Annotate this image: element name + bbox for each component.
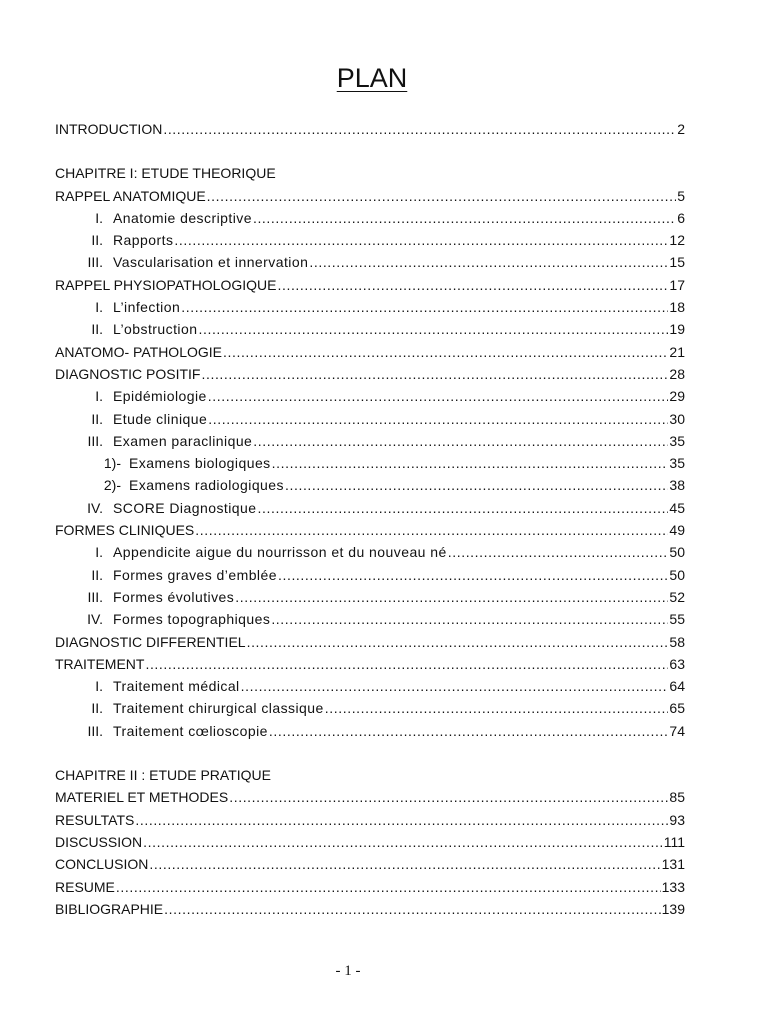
toc-entry-resultats[interactable] xyxy=(55,809,685,831)
leader-dots xyxy=(448,541,669,563)
toc-page-number: 28 xyxy=(669,365,685,382)
toc-entry-etude-clinique[interactable] xyxy=(55,408,685,430)
toc-entry-traitement-chirurgical[interactable] xyxy=(55,697,685,719)
toc-entry-examens-radiologiques[interactable] xyxy=(55,474,685,496)
toc-label: TRAITEMENT xyxy=(55,655,145,672)
toc-label: DIAGNOSTIC POSITIF xyxy=(55,365,201,382)
toc-page-number: 19 xyxy=(669,321,685,338)
toc-numeral: I. xyxy=(95,299,103,316)
toc-numeral: I. xyxy=(95,388,103,405)
page-title xyxy=(0,60,744,96)
toc-page-number: 35 xyxy=(669,432,685,449)
toc-label: RAPPEL ANATOMIQUE xyxy=(55,187,206,204)
toc-entry-resume[interactable] xyxy=(55,876,685,898)
toc-entry-anatomo-pathologie[interactable] xyxy=(55,341,685,363)
leader-dots xyxy=(208,385,669,407)
toc-page-number: 50 xyxy=(669,566,685,583)
toc-label: RESUME xyxy=(55,878,115,895)
toc-page-number: 93 xyxy=(669,811,685,828)
toc-chapter-heading xyxy=(55,162,685,184)
toc-page-number: 30 xyxy=(669,410,685,427)
toc-page-number: 64 xyxy=(669,678,685,695)
toc-label: SCORE Diagnostique xyxy=(113,499,257,516)
leader-dots xyxy=(223,341,668,363)
toc-entry-formes-topographiques[interactable] xyxy=(55,608,685,630)
toc-page-number: 65 xyxy=(669,700,685,717)
leader-dots xyxy=(285,474,668,496)
toc-entry-appendicite-nourrisson[interactable] xyxy=(55,541,685,563)
toc-entry-traitement-medical[interactable] xyxy=(55,675,685,697)
toc-page-number: 58 xyxy=(669,633,685,650)
toc-page-number: 35 xyxy=(669,455,685,472)
toc-entry-traitement[interactable] xyxy=(55,653,685,675)
toc-page-number: 29 xyxy=(669,388,685,405)
toc-label: DISCUSSION xyxy=(55,833,143,850)
toc-label: Examens biologiques xyxy=(129,455,271,472)
toc-label: FORMES CLINIQUES xyxy=(55,522,195,539)
leader-dots xyxy=(116,876,661,898)
toc-label: Rapports xyxy=(113,232,174,249)
toc-entry-epidemiologie[interactable] xyxy=(55,385,685,407)
toc-page-number: 18 xyxy=(669,299,685,316)
toc-entry-formes-graves[interactable] xyxy=(55,564,685,586)
toc-page-number: 63 xyxy=(669,655,685,672)
toc-page-number: 55 xyxy=(669,611,685,628)
toc-entry-introduction[interactable] xyxy=(55,118,685,140)
toc-label: Appendicite aigue du nourrisson et du nouveau né xyxy=(113,544,447,561)
toc-label: Anatomie descriptive xyxy=(113,209,252,226)
leader-dots xyxy=(181,296,668,318)
leader-dots xyxy=(143,831,663,853)
toc-numeral: IV. xyxy=(87,499,103,516)
toc-page-number: 139 xyxy=(661,900,685,917)
leader-dots xyxy=(201,363,668,385)
toc-numeral: I. xyxy=(95,678,103,695)
toc-label: CHAPITRE I: ETUDE THEORIQUE xyxy=(55,165,276,182)
toc-page-number: 45 xyxy=(669,499,685,516)
toc-entry-examen-paraclinique[interactable] xyxy=(55,430,685,452)
toc-entry-examens-biologiques[interactable] xyxy=(55,452,685,474)
leader-dots xyxy=(145,653,668,675)
toc-page-number: 6 xyxy=(677,209,685,226)
toc-numeral: I. xyxy=(95,209,103,226)
toc-label: L’infection xyxy=(113,299,181,316)
toc-label: L’obstruction xyxy=(113,321,198,338)
toc-label: BIBLIOGRAPHIE xyxy=(55,900,164,917)
leader-dots xyxy=(277,274,668,296)
toc-numeral: II. xyxy=(91,232,103,249)
toc-chapter-heading xyxy=(55,764,685,786)
leader-dots xyxy=(229,786,668,808)
leader-dots xyxy=(174,229,668,251)
toc-entry-traitement-coelioscopie[interactable] xyxy=(55,720,685,742)
toc-numeral: II. xyxy=(91,410,103,427)
toc-page-number: 2 xyxy=(677,121,685,137)
page-number-footer: - 1 - xyxy=(335,963,361,979)
toc-page-number: 50 xyxy=(669,544,685,561)
toc-entry-materiel-methodes[interactable] xyxy=(55,786,685,808)
leader-dots xyxy=(325,697,669,719)
leader-dots xyxy=(247,631,669,653)
toc-label: Formes topographiques xyxy=(113,611,271,628)
toc-entry-rapports[interactable] xyxy=(55,229,685,251)
leader-dots xyxy=(135,809,668,831)
toc-entry-discussion[interactable] xyxy=(55,831,685,853)
toc-entry-obstruction[interactable] xyxy=(55,318,685,340)
leader-dots xyxy=(253,207,676,229)
leader-dots xyxy=(278,564,668,586)
toc-entry-anatomie-descriptive[interactable] xyxy=(55,207,685,229)
toc-entry-diagnostic-differentiel[interactable] xyxy=(55,631,685,653)
leader-dots xyxy=(269,720,669,742)
leader-dots xyxy=(241,675,669,697)
toc-page-number: 52 xyxy=(669,588,685,605)
toc-entry-score-diagnostique[interactable] xyxy=(55,497,685,519)
toc-label: Vascularisation et innervation xyxy=(113,254,309,271)
toc-page-number: 5 xyxy=(677,187,685,204)
toc-numeral: III. xyxy=(87,254,103,271)
toc-label: Traitement médical xyxy=(113,678,240,695)
toc-entry-conclusion[interactable] xyxy=(55,853,685,875)
toc-page-number: 17 xyxy=(669,276,685,293)
table-of-contents xyxy=(55,118,685,920)
toc-label: RAPPEL PHYSIOPATHOLOGIQUE xyxy=(55,276,277,293)
toc-label: Traitement cœlioscopie xyxy=(113,722,268,739)
toc-entry-diagnostic-positif[interactable] xyxy=(55,363,685,385)
toc-entry-formes-evolutives[interactable] xyxy=(55,586,685,608)
toc-numeral: II. xyxy=(91,566,103,583)
toc-entry-infection[interactable] xyxy=(55,296,685,318)
toc-entry-vascularisation[interactable] xyxy=(55,251,685,273)
toc-page-number: 133 xyxy=(661,878,685,895)
leader-dots xyxy=(164,898,660,920)
leader-dots xyxy=(272,452,669,474)
toc-numeral: III. xyxy=(87,722,103,739)
leader-dots xyxy=(258,497,669,519)
toc-numeral: III. xyxy=(87,432,103,449)
toc-label: Examens radiologiques xyxy=(129,477,284,494)
toc-page-number: 74 xyxy=(669,722,685,739)
toc-entry-bibliographie[interactable] xyxy=(55,898,685,920)
leader-dots xyxy=(207,185,677,207)
toc-numeral: II. xyxy=(91,700,103,717)
leader-dots xyxy=(198,318,668,340)
toc-label: INTRODUCTION xyxy=(55,121,163,137)
toc-entry-rappel-physiopathologique[interactable] xyxy=(55,274,685,296)
leader-dots xyxy=(208,408,668,430)
toc-page-number: 111 xyxy=(663,833,685,850)
toc-page-number: 38 xyxy=(669,477,685,494)
leader-dots xyxy=(309,251,668,273)
leader-dots xyxy=(271,608,668,630)
toc-label: Etude clinique xyxy=(113,410,208,427)
toc-numeral: I. xyxy=(95,544,103,561)
toc-page-number: 131 xyxy=(661,856,685,873)
toc-label: MATERIEL ET METHODES xyxy=(55,789,229,806)
toc-label: ANATOMO- PATHOLOGIE xyxy=(55,343,222,360)
leader-dots xyxy=(149,853,660,875)
toc-label: CHAPITRE II : ETUDE PRATIQUE xyxy=(55,767,271,784)
toc-numeral: III. xyxy=(87,588,103,605)
toc-label: Traitement chirurgical classique xyxy=(113,700,324,717)
leader-dots xyxy=(195,519,668,541)
page-title-text: PLAN xyxy=(336,63,408,93)
toc-numeral: 1)- xyxy=(103,455,121,472)
toc-label: RESULTATS xyxy=(55,811,135,828)
leader-dots xyxy=(163,118,676,140)
toc-entry-rappel-anatomique[interactable] xyxy=(55,185,685,207)
toc-numeral: 2)- xyxy=(103,477,121,494)
toc-page-number: 49 xyxy=(669,522,685,539)
toc-label: DIAGNOSTIC DIFFERENTIEL xyxy=(55,633,246,650)
toc-label: Formes graves d’emblée xyxy=(113,566,277,583)
toc-page-number: 85 xyxy=(669,789,685,806)
toc-numeral: II. xyxy=(91,321,103,338)
leader-dots xyxy=(253,430,668,452)
toc-entry-formes-cliniques[interactable] xyxy=(55,519,685,541)
toc-page-number: 12 xyxy=(669,232,685,249)
leader-dots xyxy=(235,586,668,608)
toc-label: CONCLUSION xyxy=(55,856,149,873)
toc-label: Formes évolutives xyxy=(113,588,235,605)
toc-page-number: 15 xyxy=(669,254,685,271)
toc-label: Epidémiologie xyxy=(113,388,207,405)
toc-page-number: 21 xyxy=(669,343,685,360)
toc-numeral: IV. xyxy=(87,611,103,628)
toc-label: Examen paraclinique xyxy=(113,432,253,449)
